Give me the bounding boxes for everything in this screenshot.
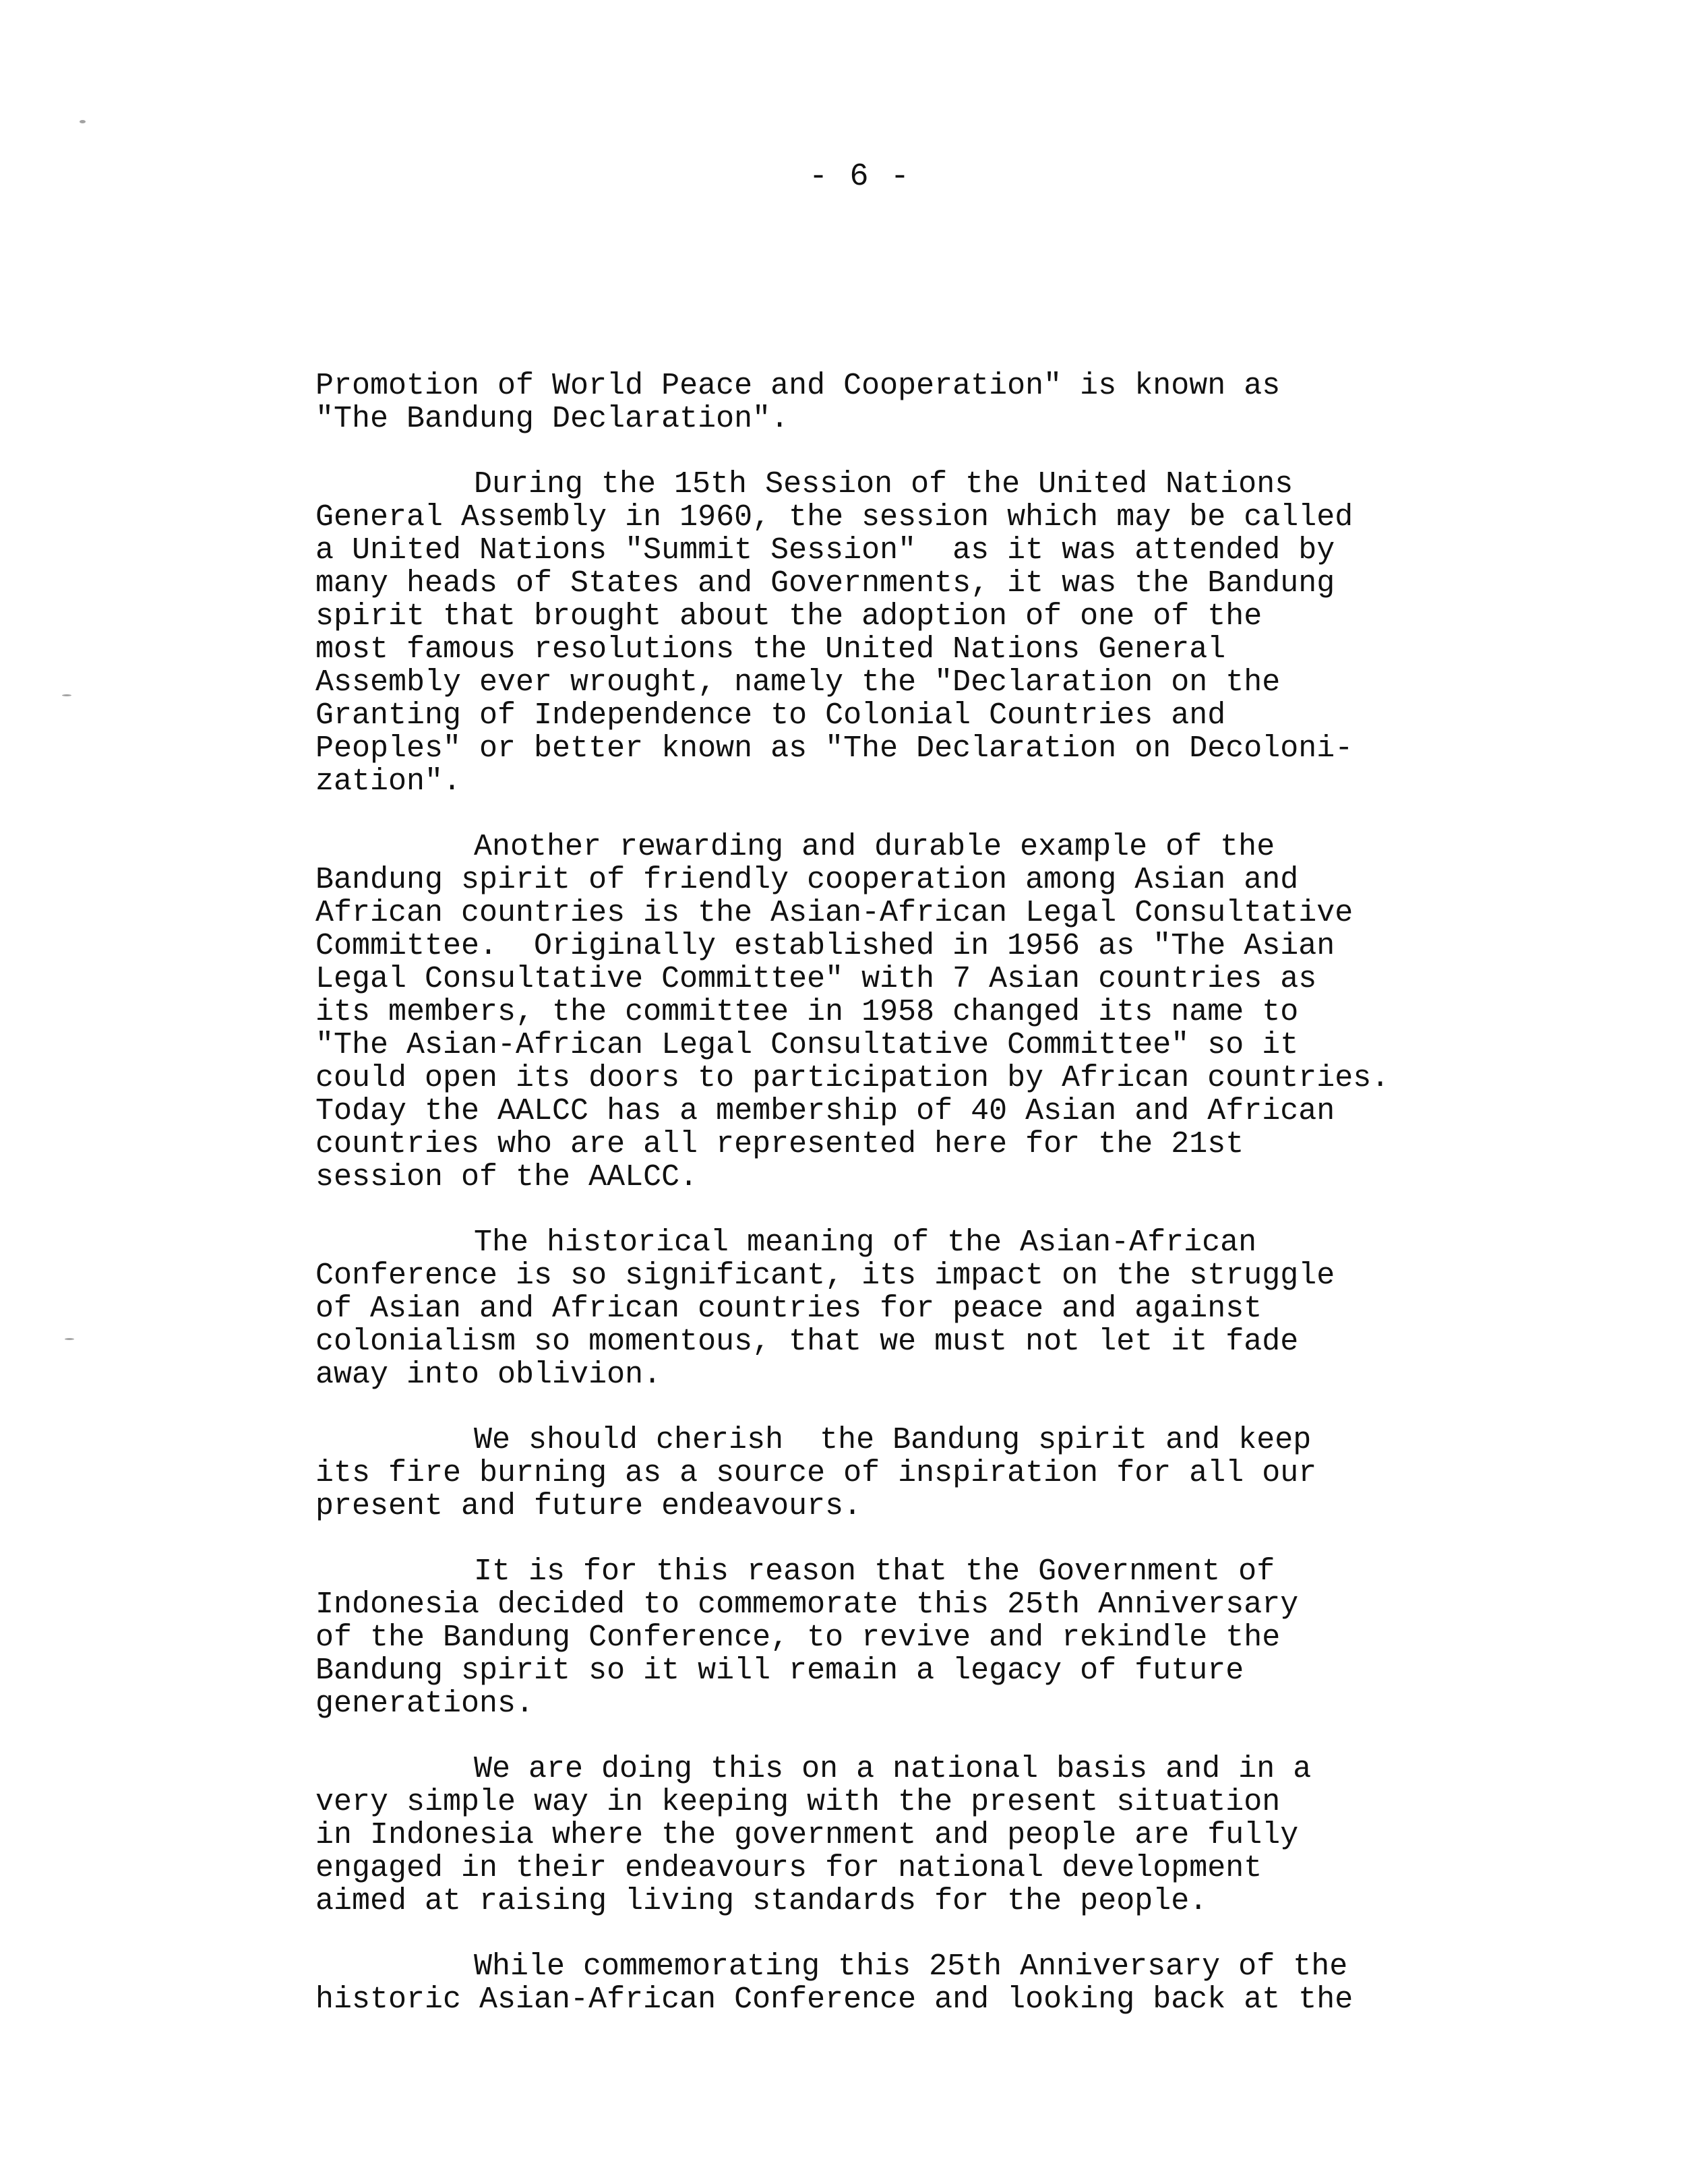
text-line: We are doing this on a national basis and in a <box>474 1752 1312 1786</box>
text-line: present and future endeavours. <box>315 1489 862 1523</box>
text-line: a United Nations "Summit Session" as it was attended by <box>315 533 1335 568</box>
text-line: Today the AALCC has a membership of 40 Asian and African <box>315 1094 1335 1128</box>
paragraph <box>315 1753 1502 1918</box>
text-line: Indonesia decided to commemorate this 25th Anniversary <box>315 1587 1299 1622</box>
scan-speck <box>80 120 86 123</box>
text-line: engaged in their endeavours for national development <box>315 1851 1262 1885</box>
text-line: of the Bandung Conference, to revive and rekindle the <box>315 1620 1281 1655</box>
text-line: Bandung spirit so it will remain a legacy of future <box>315 1654 1244 1688</box>
text-line: session of the AALCC. <box>315 1160 698 1194</box>
text-line: in Indonesia where the government and people are fully <box>315 1818 1299 1852</box>
paragraph <box>315 1950 1502 2016</box>
text-line: During the 15th Session of the United Nations <box>474 467 1294 502</box>
document-body <box>315 369 1502 2049</box>
text-line: Promotion of World Peace and Cooperation" is known as <box>315 369 1281 403</box>
text-line: away into oblivion. <box>315 1358 662 1392</box>
text-line: Bandung spirit of friendly cooperation among Asian and <box>315 863 1299 897</box>
text-line: countries who are all represented here for the 21st <box>315 1127 1244 1161</box>
paragraph <box>315 1555 1502 1720</box>
text-line: We should cherish the Bandung spirit and keep <box>474 1423 1312 1457</box>
text-line: Another rewarding and durable example of the <box>474 830 1275 864</box>
text-line: could open its doors to participation by African countries. <box>315 1061 1390 1095</box>
paragraph <box>315 1424 1502 1523</box>
scan-speck <box>62 694 71 696</box>
text-line: spirit that brought about the adoption of one of the <box>315 599 1262 634</box>
text-line: of Asian and African countries for peace and against <box>315 1292 1262 1326</box>
text-line: its fire burning as a source of inspiration for all our <box>315 1456 1317 1490</box>
text-line: colonialism so momentous, that we must not let it fade <box>315 1325 1299 1359</box>
text-line: zation". <box>315 764 462 799</box>
text-line: Committee. Originally established in 1956 as "The Asian <box>315 929 1335 963</box>
paragraph <box>315 369 1502 435</box>
text-line: General Assembly in 1960, the session which may be called <box>315 500 1353 535</box>
text-line: historic Asian-African Conference and looking back at the <box>315 1982 1353 2017</box>
text-line: Granting of Independence to Colonial Countries and <box>315 698 1226 733</box>
text-line: The historical meaning of the Asian-African <box>474 1225 1257 1260</box>
paragraph <box>315 1226 1502 1391</box>
scan-speck <box>65 1338 74 1340</box>
text-line: most famous resolutions the United Nations General <box>315 632 1226 667</box>
page-number: - 6 - <box>809 159 911 195</box>
text-line: Peoples" or better known as "The Declaration on Decoloni- <box>315 731 1353 766</box>
text-line: aimed at raising living standards for the people. <box>315 1884 1208 1918</box>
text-line: generations. <box>315 1687 535 1721</box>
text-line: its members, the committee in 1958 changed its name to <box>315 995 1299 1029</box>
text-line: "The Asian-African Legal Consultative Committee" so it <box>315 1028 1299 1062</box>
text-line: While commemorating this 25th Anniversary of the <box>474 1949 1348 1984</box>
text-line: It is for this reason that the Government of <box>474 1554 1275 1589</box>
text-line: "The Bandung Declaration". <box>315 402 789 436</box>
text-line: very simple way in keeping with the present situation <box>315 1785 1281 1819</box>
text-line: African countries is the Asian-African Legal Consultative <box>315 896 1353 930</box>
paragraph <box>315 830 1502 1194</box>
text-line: Legal Consultative Committee" with 7 Asian countries as <box>315 962 1317 996</box>
text-line: Conference is so significant, its impact on the struggle <box>315 1258 1335 1293</box>
text-line: many heads of States and Governments, it was the Bandung <box>315 566 1335 601</box>
text-line: Assembly ever wrought, namely the "Declaration on the <box>315 665 1281 700</box>
paragraph <box>315 468 1502 798</box>
